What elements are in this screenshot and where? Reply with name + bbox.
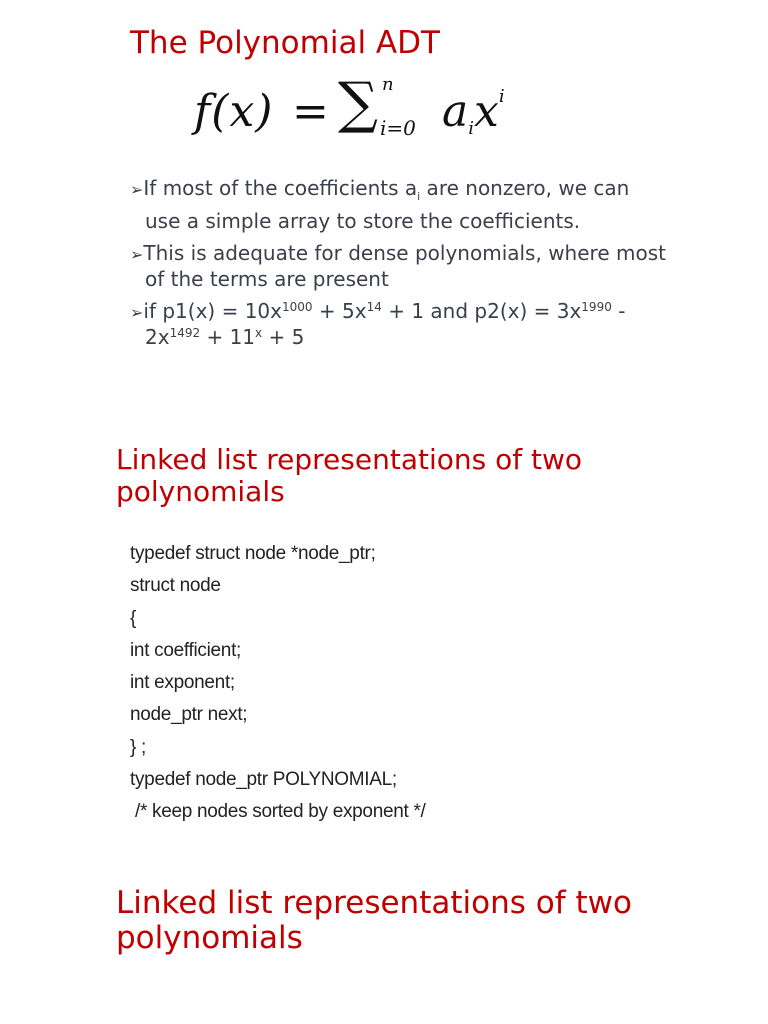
slide-title-polynomial-adt: The Polynomial ADT <box>130 25 440 61</box>
formula-lhs: f(x) <box>194 86 274 137</box>
bullet-list <box>130 176 670 357</box>
slide-title-linked-list: Linked list representations of two polynomials <box>116 443 583 508</box>
exponent: 1000 <box>281 300 313 314</box>
bullet-item-dense <box>130 241 670 291</box>
slide-title-linked-list-2: Linked list representations of two polynomials <box>116 885 632 957</box>
code-line: /* keep nodes sorted by exponent */ <box>130 801 426 822</box>
code-line: { <box>130 607 137 629</box>
formula-equals: = <box>292 86 329 137</box>
polynomial-formula <box>190 68 530 146</box>
code-line: int coefficient; <box>130 639 242 661</box>
bullet-text: + 1 and p2(x) = <box>381 299 557 323</box>
bullet-text: 3x <box>556 299 582 323</box>
code-line: int exponent; <box>130 672 235 693</box>
code-line: struct node <box>130 575 221 597</box>
arrow-bullet-icon: ➢ <box>130 180 144 199</box>
bullet-text: If most of the coefficients a <box>143 176 418 200</box>
formula-var: x <box>474 86 499 137</box>
formula-upper-limit: n <box>382 74 394 95</box>
bullet-text: This is adequate for dense polynomials, where most of the terms are present <box>143 241 666 291</box>
formula-term <box>442 86 505 139</box>
code-line: } ; <box>130 736 147 758</box>
exponent: 14 <box>366 300 382 314</box>
arrow-bullet-icon: ➢ <box>130 245 144 264</box>
formula-var-sup: i <box>498 86 505 107</box>
bullet-text: are nonzero, we can use a simple array to store the coefficients. <box>145 176 630 233</box>
exponent: x <box>255 326 263 340</box>
formula-coef-sub: i <box>468 118 474 139</box>
bullet-subscript: i <box>417 190 421 203</box>
code-block <box>130 538 630 828</box>
bullet-text: - 2x <box>145 299 626 349</box>
bullet-text: + 11 <box>200 325 256 349</box>
bullet-text: + 5 <box>262 325 305 349</box>
exponent: 1990 <box>581 300 612 314</box>
formula-coef: a <box>442 86 469 137</box>
code-line: typedef node_ptr POLYNOMIAL; <box>130 768 397 790</box>
exponent: 1492 <box>169 326 201 340</box>
bullet-item-array <box>130 176 670 233</box>
code-line: typedef struct node *node_ptr; <box>130 543 376 564</box>
arrow-bullet-icon: ➢ <box>130 303 144 322</box>
formula-sigma: ∑ <box>338 71 378 136</box>
bullet-text: if p1(x) = 10x <box>143 299 282 323</box>
bullet-text: + 5x <box>312 299 367 323</box>
code-line: node_ptr next; <box>130 704 248 726</box>
formula-lower-limit: i=0 <box>380 116 416 140</box>
bullet-item-example <box>130 299 670 349</box>
